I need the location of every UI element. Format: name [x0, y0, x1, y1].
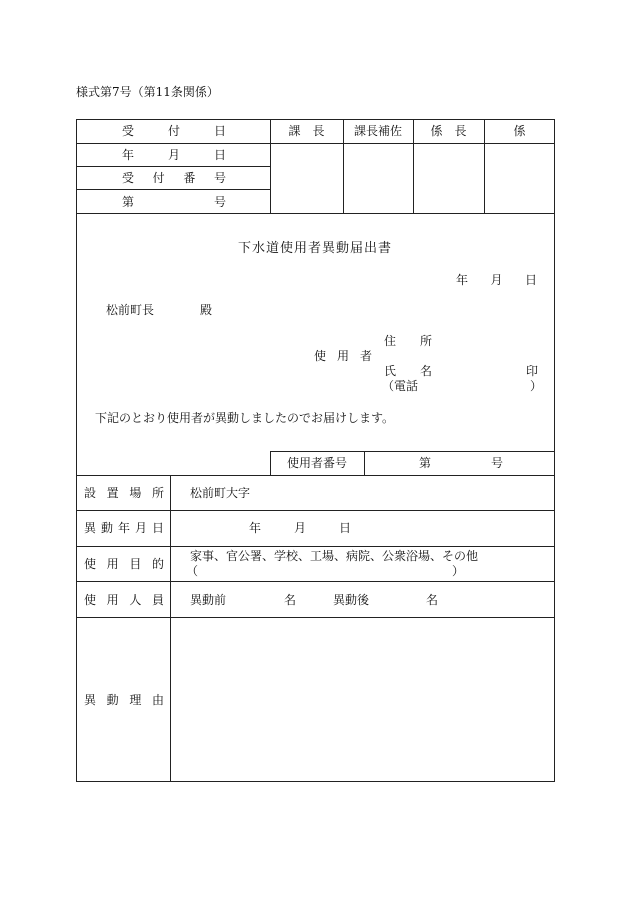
detail-divider-3	[76, 581, 555, 582]
seal-mark: 印	[526, 364, 539, 378]
purpose-other-field[interactable]	[200, 563, 450, 578]
phone-close-paren: ）	[530, 379, 543, 393]
seal-box-staff[interactable]	[485, 144, 555, 213]
change-date-label: 異 動 年 月 日	[84, 521, 164, 535]
seal-box-assistant-chief[interactable]	[344, 144, 413, 213]
addressee: 松前町長	[106, 303, 155, 317]
name-field[interactable]	[440, 362, 520, 378]
address-label: 住 所	[384, 334, 432, 348]
header-row-divider-2	[76, 166, 270, 167]
user-number-row-top	[270, 451, 555, 452]
receipt-number-label: 受 付 番 号	[122, 171, 226, 185]
detail-divider-1	[76, 510, 555, 511]
user-number-field[interactable]: 第 号	[419, 456, 503, 470]
headcount-before-field[interactable]	[232, 591, 280, 607]
purpose-other-open-paren: （	[186, 564, 199, 578]
detail-label-column-divider	[170, 475, 171, 782]
user-number-label: 使用者番号	[286, 456, 347, 470]
detail-top-line	[76, 475, 555, 476]
detail-divider-2	[76, 546, 555, 547]
headcount-after-label: 異動後	[333, 593, 370, 607]
header-row-divider-3	[76, 189, 270, 190]
phone-label: （電話	[382, 379, 419, 393]
detail-divider-4	[76, 617, 555, 618]
seal-box-subsection-chief[interactable]	[414, 144, 484, 213]
location-label: 設 置 場 所	[84, 486, 164, 500]
statement-text: 下記のとおり使用者が異動しましたのでお届けします。	[95, 411, 395, 425]
user-number-divider	[364, 451, 365, 475]
headcount-after-field[interactable]	[374, 591, 422, 607]
approver-section-chief: 課 長	[288, 124, 325, 138]
purpose-label: 使 用 目 的	[84, 557, 164, 571]
approver-assistant-chief: 課長補佐	[353, 124, 402, 138]
reason-label: 異 動 理 由	[84, 693, 164, 707]
reason-field[interactable]	[172, 620, 552, 778]
location-field[interactable]: 松前町大字	[190, 486, 251, 500]
honorific: 殿	[200, 303, 213, 317]
submission-date-field[interactable]: 年 月 日	[456, 273, 537, 287]
approver-staff: 係	[513, 124, 526, 138]
name-label: 氏 名	[384, 364, 432, 378]
headcount-before-unit: 名	[284, 593, 297, 607]
receipt-ymd-field[interactable]: 年 月 日	[122, 148, 226, 162]
document-title: 下水道使用者異動届出書	[237, 241, 392, 256]
receipt-date-label: 受 付 日	[122, 124, 226, 138]
seal-box-section-chief[interactable]	[271, 144, 343, 213]
user-label: 使 用 者	[314, 349, 372, 363]
receipt-number-field[interactable]: 第 号	[122, 195, 226, 209]
headcount-before-label: 異動前	[190, 593, 227, 607]
change-date-field[interactable]: 年 月 日	[249, 521, 351, 535]
phone-field[interactable]	[432, 377, 528, 393]
form-id: 様式第7号（第11条関係）	[76, 85, 219, 99]
address-field[interactable]	[440, 332, 550, 348]
purpose-options[interactable]: 家事、官公署、学校、工場、病院、公衆浴場、その他	[190, 549, 479, 563]
headcount-after-unit: 名	[426, 593, 439, 607]
purpose-other-close-paren: ）	[452, 564, 465, 578]
headcount-label: 使 用 人 員	[84, 593, 164, 607]
header-bottom-line	[76, 213, 555, 214]
approver-subsection-chief: 係 長	[430, 124, 467, 138]
